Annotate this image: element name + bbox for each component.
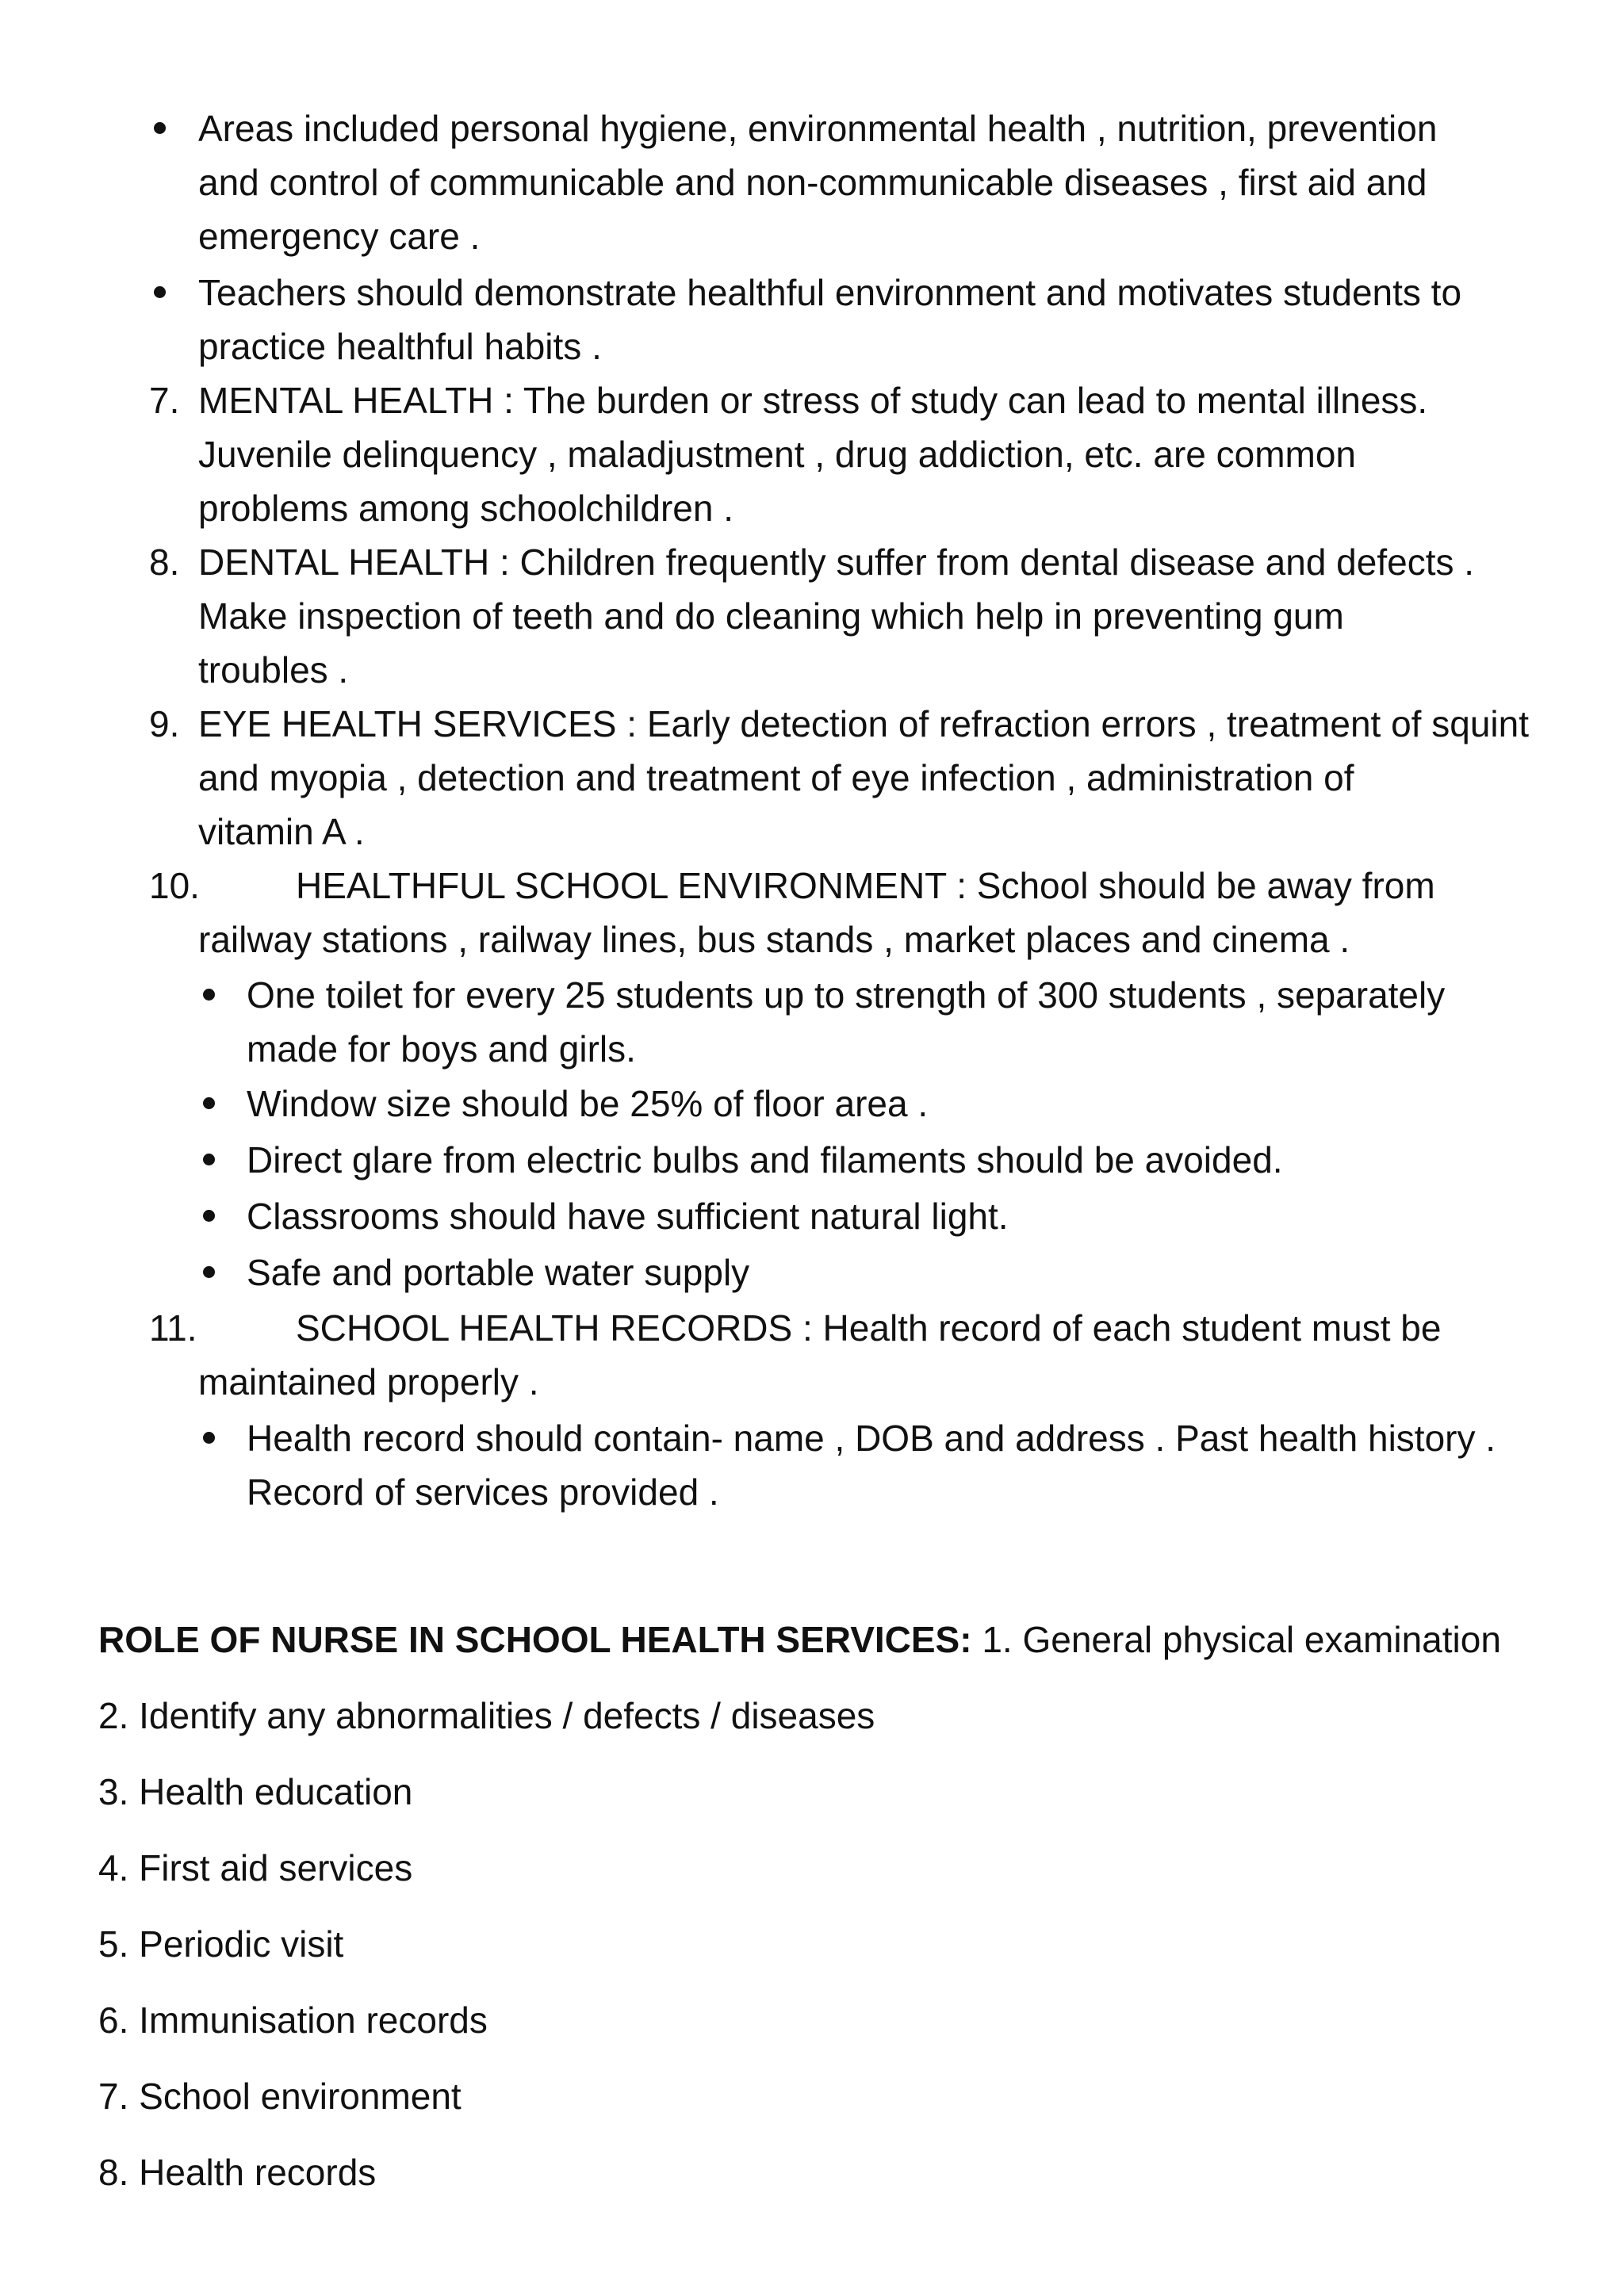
bullet-dot: [154, 286, 166, 298]
list-number: 9.: [149, 703, 180, 744]
list-item-line: EYE HEALTH SERVICES : Early detection of refraction errors , treatment of squint: [198, 703, 1529, 744]
sub-bullet-text-line: Direct glare from electric bulbs and filaments should be avoided.: [247, 1139, 1283, 1181]
list-item-line: Make inspection of teeth and do cleaning which help in preventing gum: [198, 595, 1344, 637]
role-heading-line: [98, 1617, 1501, 1662]
list-item-line: maintained properly .: [198, 1361, 539, 1402]
role-item: 7. School environment: [98, 2076, 462, 2117]
list-item-line: and myopia , detection and treatment of eye infection , administration of: [198, 757, 1354, 798]
bullet-text-line: and control of communicable and non-communicable diseases , first aid and: [198, 162, 1427, 203]
sub-bullet-text-line: Record of services provided .: [247, 1471, 719, 1513]
sub-bullet-dot: [203, 1154, 215, 1165]
role-item: 8. Health records: [98, 2152, 377, 2193]
sub-bullet-text-line: made for boys and girls.: [247, 1028, 636, 1070]
role-item: 6. Immunisation records: [98, 1999, 488, 2041]
list-number: 10.: [149, 865, 200, 906]
sub-bullet-dot: [203, 1097, 215, 1109]
sub-bullet-dot: [203, 1432, 215, 1444]
bullet-text-line: practice healthful habits .: [198, 326, 602, 367]
list-item-line: DENTAL HEALTH : Children frequently suffer from dental disease and defects .: [198, 541, 1475, 583]
list-item-line: troubles .: [198, 649, 349, 691]
list-number: 8.: [149, 541, 180, 583]
sub-bullet-text-line: One toilet for every 25 students up to strength of 300 students , separately: [247, 974, 1446, 1016]
list-item-line: SCHOOL HEALTH RECORDS : Health record of each student must be: [296, 1307, 1442, 1349]
sub-bullet-text-line: Window size should be 25% of floor area .: [247, 1083, 929, 1124]
list-item-line: Juvenile delinquency , maladjustment , drug addiction, etc. are common: [198, 434, 1357, 475]
sub-bullet-text-line: Safe and portable water supply: [247, 1252, 750, 1293]
list-item-line: railway stations , railway lines, bus stands , market places and cinema .: [198, 919, 1350, 960]
bullet-text-line: Areas included personal hygiene, environmental health , nutrition, prevention: [198, 108, 1438, 149]
role-item: 4. First aid services: [98, 1847, 413, 1888]
list-item-line: problems among schoolchildren .: [198, 488, 734, 529]
sub-bullet-dot: [203, 1210, 215, 1222]
list-number: 11.: [149, 1307, 197, 1349]
sub-bullet-text-line: Health record should contain- name , DOB and address . Past health history .: [247, 1418, 1496, 1459]
role-item: 1. General physical examination: [971, 1619, 1501, 1660]
section-heading: ROLE OF NURSE IN SCHOOL HEALTH SERVICES:: [98, 1619, 972, 1660]
bullet-text-line: Teachers should demonstrate healthful environment and motivates students to: [198, 272, 1462, 313]
list-item-line: vitamin A .: [198, 811, 365, 852]
list-number: 7.: [149, 380, 180, 421]
sub-bullet-text-line: Classrooms should have sufficient natural light.: [247, 1196, 1009, 1237]
sub-bullet-dot: [203, 989, 215, 1001]
role-item: 3. Health education: [98, 1771, 413, 1812]
sub-bullet-dot: [203, 1266, 215, 1278]
bullet-text-line: emergency care .: [198, 216, 481, 257]
role-item: 2. Identify any abnormalities / defects / diseases: [98, 1695, 875, 1736]
role-item: 5. Periodic visit: [98, 1923, 344, 1965]
list-item-line: HEALTHFUL SCHOOL ENVIRONMENT : School should be away from: [296, 865, 1435, 906]
list-item-line: MENTAL HEALTH : The burden or stress of study can lead to mental illness.: [198, 380, 1428, 421]
bullet-dot: [154, 122, 166, 134]
